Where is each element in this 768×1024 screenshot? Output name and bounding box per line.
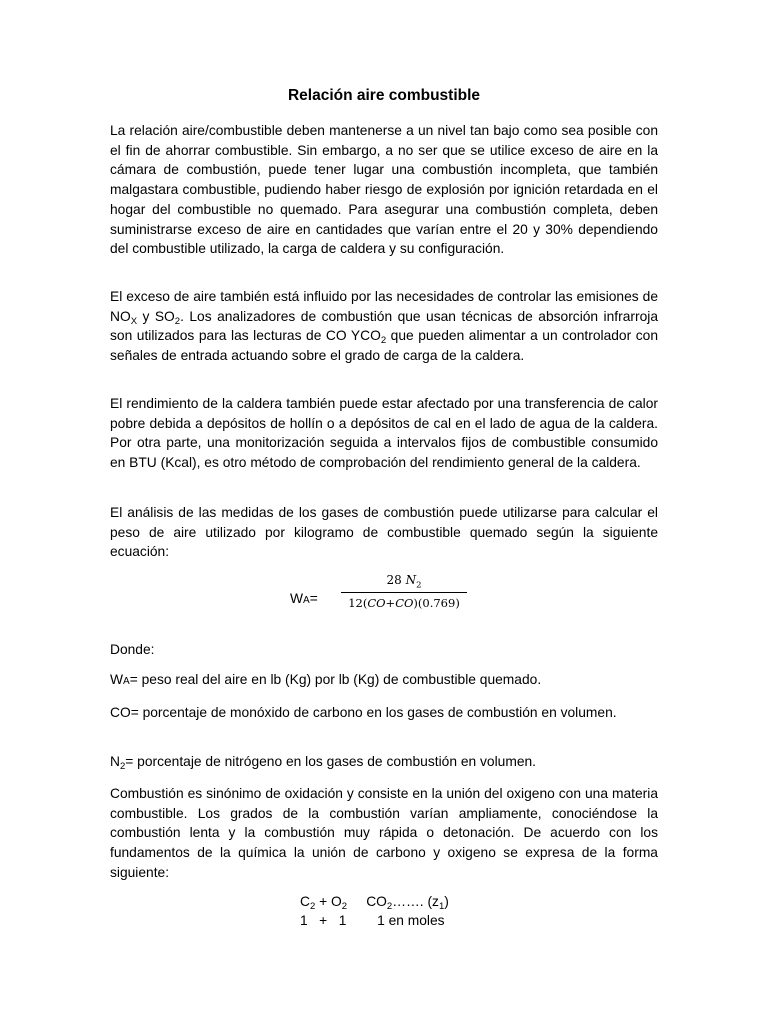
definition-n2: $N_2=$ porcentaje de nitrógeno en los gases de combustión en volumen. [110,754,536,772]
paragraph-combustion: Combustión es sinónimo de oxidación y consiste en la unión del oxigeno con una materia combustible. Los grados de la combustión varían ampliamente, conociéndose la combustión lenta y la combustión muy rápida o detonación. De acuerdo con los fundamentos de la química la unión de carbono y oxigeno se expresa de la forma siguiente: [110,786,658,880]
page-title: Relación aire combustible [287,87,481,104]
reaction-moles: 1 + 1 1 en moles [300,913,445,928]
definition-co: CO= porcentaje de monóxido de carbono en los gases de combustión en volumen. [110,705,617,720]
paragraph-air-fuel-ratio: La relación aire/combustible deben mantenerse a un nivel tan bajo como sea posible con el fin de ahorrar combustible. Sin embargo, a no ser que se utilice exceso de aire en la cámara de combustión, puede tener lugar una combustión incompleta, que también malgastara combustible, pudiendo haber riesgo de explosión por ignición retardada en el hogar del combustible no quemado. Para asegurar una combustión completa, deben suministrarse exceso de aire en cantidades que varían entre el 20 y 30% dependiendo del combustible utilizado, la carga de caldera y su configuración. [110,123,658,257]
paragraph-boiler-efficiency: El rendimiento de la caldera también puede estar afectado por una transferencia de calor pobre debida a depósitos de hollín o a depósitos de cal en el lado de agua de la caldera. Por otra parte, una monitorización seguida a intervalos fijos de combustible consumido en BTU (Kcal), es otro método de comprobación del rendimiento general de la caldera. [110,396,658,471]
equation-numerator: 28 $N_2$ [386,573,422,591]
paragraph-donde: Donde: [110,642,155,657]
equation-fraction [341,572,467,622]
equation-denominator: 12(CO+CO)(0.769) [348,596,460,610]
chemical-reaction [300,892,449,930]
air-weight-equation [290,572,480,622]
reaction-equation: $C_2 + O_2$ $CO_2\dots\dots$. $(z_1)$ [300,894,449,912]
equation-lhs: WA= [290,591,318,606]
paragraph-excess-air: El exceso de aire también está influido por las necesidades de controlar las emisiones de $NO_X$ y $SO_2$. Los analizadores de combustión que usan técnicas de absorción infrarroja son utilizados para las lecturas de CO $YCO_2$ que pueden alimentar a un controlador con señales de entrada actuando sobre el grado de carga de la caldera. [110,289,658,364]
definition-wa: WA= peso real del aire en lb (Kg) por lb (Kg) de combustible quemado. [110,672,542,687]
fraction-bar [341,592,467,593]
paragraph-gas-analysis: El análisis de las medidas de los gases de combustión puede utilizarse para calcular el peso de aire utilizado por kilogramo de combustible quemado según la siguiente ecuación: [110,505,658,560]
